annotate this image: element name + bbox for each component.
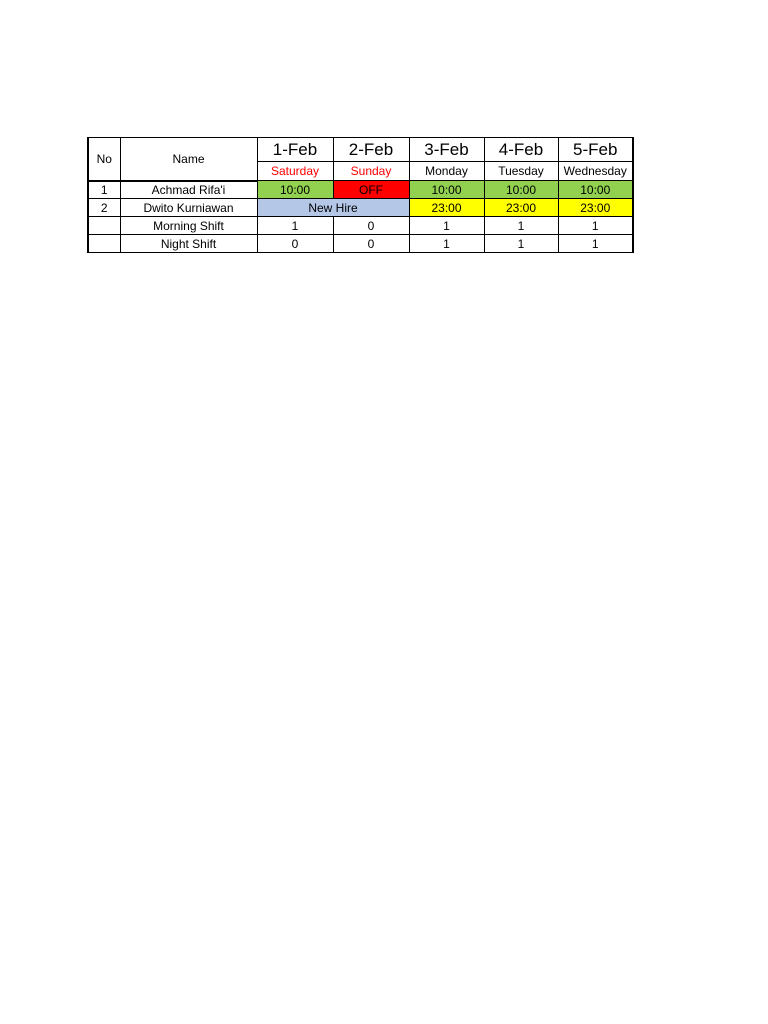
date-header-5: 5-Feb: [558, 138, 633, 162]
summary-value: 1: [558, 235, 633, 253]
shift-cell-off: OFF: [333, 181, 409, 199]
day-header-2: Sunday: [333, 162, 409, 181]
name-header: Name: [120, 138, 257, 181]
summary-label: Morning Shift: [120, 217, 257, 235]
empty-cell: [88, 235, 120, 253]
day-header-4: Tuesday: [484, 162, 558, 181]
table-row: [88, 199, 633, 217]
date-header-4: 4-Feb: [484, 138, 558, 162]
shift-schedule-table: [87, 137, 634, 253]
shift-cell: 23:00: [409, 199, 484, 217]
shift-cell: 10:00: [484, 181, 558, 199]
summary-value: 1: [558, 217, 633, 235]
summary-value: 1: [484, 217, 558, 235]
new-hire-cell: New Hire: [257, 199, 409, 217]
summary-label: Night Shift: [120, 235, 257, 253]
employee-name: Dwito Kurniawan: [120, 199, 257, 217]
empty-cell: [88, 217, 120, 235]
date-header-2: 2-Feb: [333, 138, 409, 162]
shift-cell: 10:00: [558, 181, 633, 199]
shift-cell: 23:00: [558, 199, 633, 217]
employee-name: Achmad Rifa'i: [120, 181, 257, 199]
summary-row-morning: [88, 217, 633, 235]
shift-cell: 10:00: [257, 181, 333, 199]
shift-cell: 10:00: [409, 181, 484, 199]
day-header-3: Monday: [409, 162, 484, 181]
row-number: 2: [88, 199, 120, 217]
day-header-1: Saturday: [257, 162, 333, 181]
summary-value: 1: [409, 217, 484, 235]
summary-value: 1: [257, 217, 333, 235]
day-header-5: Wednesday: [558, 162, 633, 181]
table-row: [88, 181, 633, 199]
shift-cell: 23:00: [484, 199, 558, 217]
row-number: 1: [88, 181, 120, 199]
summary-value: 0: [333, 235, 409, 253]
summary-value: 0: [257, 235, 333, 253]
summary-value: 1: [409, 235, 484, 253]
summary-row-night: [88, 235, 633, 253]
summary-value: 0: [333, 217, 409, 235]
no-header: No: [88, 138, 120, 181]
date-header-3: 3-Feb: [409, 138, 484, 162]
summary-value: 1: [484, 235, 558, 253]
date-header-1: 1-Feb: [257, 138, 333, 162]
